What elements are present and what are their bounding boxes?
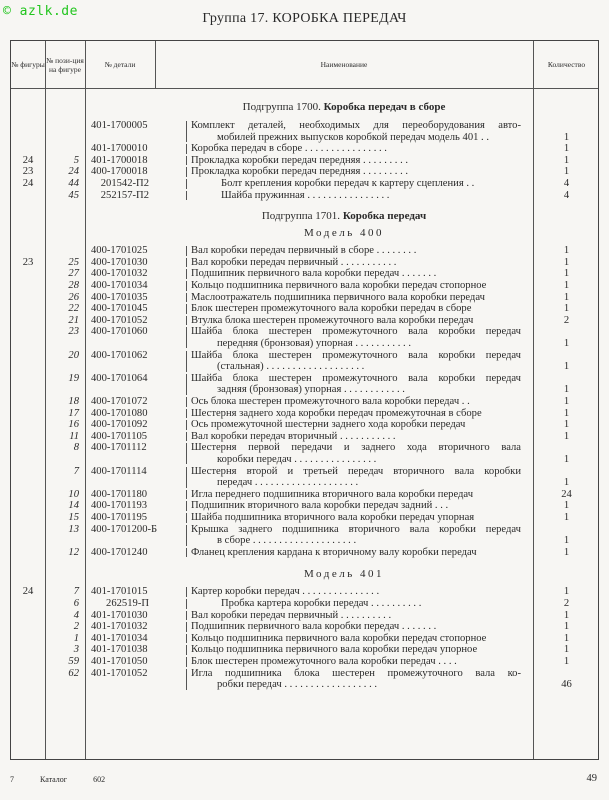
subgroup-number: Подгруппа 1701.	[261, 210, 341, 223]
table-row	[11, 644, 598, 656]
part-number: 401-1701015	[91, 586, 148, 598]
table-row	[11, 621, 598, 633]
row-separator	[186, 316, 187, 326]
part-number: 400-1701025	[91, 245, 148, 257]
position-number: 17	[68, 407, 79, 419]
position-number: 2	[73, 621, 79, 633]
part-name-line: Вал коробки передач первичный . . . . . . . . . . .	[191, 256, 397, 268]
quantity: 1	[563, 154, 570, 166]
quantity: 1	[563, 632, 570, 644]
quantity: 1	[563, 512, 570, 523]
row-separator	[186, 156, 187, 166]
row-separator	[186, 281, 187, 291]
quantity: 1	[563, 166, 570, 178]
row-separator	[186, 657, 187, 667]
table-row	[11, 245, 598, 257]
subgroup-title: Коробка передач в сборе	[323, 101, 446, 113]
part-number: 401-1701032	[91, 621, 148, 633]
part-name-line: Прокладка коробки передач передняя . . . . . . . . .	[191, 166, 409, 178]
part-name-line: Подшипник вторичного вала коробки передач задний . . .	[191, 500, 449, 512]
table-row	[11, 190, 598, 202]
part-number: 401-1701050	[91, 656, 148, 667]
position-number: 28	[68, 280, 79, 291]
position-number: 18	[68, 396, 79, 407]
position-number: 6	[73, 598, 79, 609]
model-heading	[155, 568, 533, 580]
quantity: 24	[561, 488, 572, 500]
row-separator	[186, 258, 187, 268]
part-name-line: Комплект деталей, необходимых для переоборудования авто-	[191, 120, 521, 131]
table-row	[11, 408, 598, 420]
part-name	[191, 190, 521, 202]
part-name	[191, 656, 521, 668]
part-name	[191, 644, 521, 656]
part-name-line: мобилей прежних выпусков коробкой передач модель 401 . .	[217, 131, 490, 143]
part-name-line: Болт крепления коробки передач к картеру сцепления . .	[221, 178, 475, 189]
part-name	[191, 315, 521, 327]
part-name-line: робки передач . . . . . . . . . . . . . . . . . .	[217, 679, 378, 691]
position-number: 22	[68, 303, 79, 315]
position-number: 59	[68, 656, 79, 667]
quantity: 1	[563, 609, 570, 621]
header-figure: № фигуры	[11, 60, 45, 69]
footer-sheet: 7	[10, 775, 14, 784]
part-number: 400-1701080	[91, 407, 148, 419]
row-separator	[186, 599, 187, 609]
parts-table	[10, 40, 599, 760]
row-separator	[186, 374, 187, 395]
row-separator	[186, 409, 187, 419]
footer-catalog-info	[10, 775, 129, 784]
part-number: 201542-П2	[100, 178, 149, 189]
part-name	[191, 489, 521, 501]
part-name-line: Ось блока шестерен промежуточного вала коробки передач . .	[191, 396, 470, 407]
part-name-line: Пробка картера коробки передач . . . . . . . . . .	[221, 598, 422, 609]
part-name	[191, 178, 521, 190]
page-title: Группа 17. КОРОБКА ПЕРЕДАЧ	[202, 11, 407, 26]
position-number: 12	[68, 546, 79, 558]
quantity: 1	[563, 396, 570, 407]
part-name-line: Втулка блока шестерен промежуточного вала коробки передач	[191, 314, 474, 326]
table-row	[11, 315, 598, 327]
subgroup-heading	[155, 210, 533, 222]
quantity: 1	[563, 337, 570, 349]
header-name: Наименование	[320, 60, 368, 69]
table-row	[11, 500, 598, 512]
page-number: 49	[586, 773, 597, 784]
model-label: Модель 400	[304, 227, 384, 240]
position-number: 44	[68, 178, 79, 189]
position-number: 8	[73, 442, 79, 454]
position-number: 7	[73, 465, 79, 477]
table-row	[11, 466, 598, 489]
quantity: 1	[563, 500, 570, 512]
part-name	[191, 143, 521, 155]
watermark: © azlk.de	[3, 4, 78, 19]
part-number: 400-1701030	[91, 256, 148, 268]
row-separator	[186, 351, 187, 372]
part-name-line: Шайба блока шестерен промежуточного вала коробки передач	[191, 326, 521, 338]
part-number: 401-1700018	[91, 154, 148, 166]
position-number: 27	[68, 268, 79, 280]
position-number: 19	[68, 372, 79, 384]
part-name	[191, 268, 521, 280]
figure-number: 23	[22, 256, 34, 268]
part-number: 400-1701062	[91, 349, 148, 361]
part-name-line: Подшипник первичного вала коробки передач . . . . . . .	[191, 621, 437, 633]
quantity: 1	[563, 656, 570, 667]
row-separator	[186, 622, 187, 632]
row-separator	[186, 501, 187, 511]
table-row	[11, 442, 598, 465]
table-row	[11, 633, 598, 645]
part-number: 400-1701180	[91, 488, 148, 500]
row-separator	[186, 490, 187, 500]
position-number: 10	[68, 488, 79, 500]
part-name-line: Вал коробки передач первичный . . . . . . . . . .	[191, 609, 392, 621]
part-name-line: (стальная) . . . . . . . . . . . . . . . . . . .	[217, 361, 365, 373]
part-name-line: Прокладка коробки передач передняя . . . . . . . . .	[191, 154, 409, 166]
position-number: 4	[73, 609, 79, 621]
part-number: 401-1701030	[91, 609, 148, 621]
part-number: 400-1701032	[91, 268, 148, 280]
part-name-line: Маслоотражатель подшипника первичного вала коробки передач	[191, 291, 485, 303]
part-name	[191, 586, 521, 598]
table-row	[11, 419, 598, 431]
part-number: 400-1700018	[91, 166, 148, 178]
position-number: 11	[69, 430, 79, 442]
position-number: 7	[73, 586, 79, 598]
quantity: 4	[563, 189, 570, 201]
part-name-line: Игла переднего подшипника вторичного вала коробки передач	[191, 488, 474, 500]
part-name	[191, 373, 521, 396]
table-row	[11, 166, 598, 178]
table-row	[11, 292, 598, 304]
quantity: 1	[563, 245, 570, 257]
part-name-line: Шайба блока шестерен промежуточного вала коробки передач	[191, 372, 521, 384]
table-row	[11, 326, 598, 349]
part-name	[191, 431, 521, 443]
row-separator	[186, 327, 187, 348]
part-name-line: коробки передач . . . . . . . . . . . . . . . .	[217, 453, 377, 465]
part-name-line: Шайба пружинная . . . . . . . . . . . . . . . .	[221, 189, 390, 201]
part-name	[191, 547, 521, 559]
quantity: 1	[563, 131, 570, 143]
part-name-line: Блок шестерен промежуточного вала коробки передач в сборе	[191, 303, 472, 315]
part-number: 400-1701193	[91, 500, 148, 512]
part-name-line: Шестерня заднего хода коробки передач промежуточная в сборе	[191, 407, 482, 419]
part-name-line: Подшипник первичного вала коробки передач . . . . . . .	[191, 268, 437, 280]
row-separator	[186, 179, 187, 189]
table-row	[11, 120, 598, 143]
header-part-number: № детали	[104, 60, 136, 69]
part-name	[191, 512, 521, 524]
table-row	[11, 524, 598, 547]
row-separator	[186, 587, 187, 597]
position-number: 15	[68, 512, 79, 523]
table-row	[11, 350, 598, 373]
quantity: 1	[563, 644, 570, 656]
subgroup-title: Коробка передач	[342, 210, 427, 223]
row-separator	[186, 144, 187, 154]
part-name	[191, 419, 521, 431]
header-divider	[11, 88, 598, 89]
table-row	[11, 396, 598, 408]
part-number: 400-1701195	[91, 512, 148, 523]
position-number: 24	[68, 166, 79, 178]
quantity: 1	[563, 419, 570, 431]
part-name	[191, 621, 521, 633]
part-name	[191, 633, 521, 645]
row-separator	[186, 443, 187, 464]
part-name	[191, 408, 521, 420]
footer-code: 602	[93, 775, 106, 784]
part-number: 252157-П2	[100, 189, 149, 201]
part-name	[191, 500, 521, 512]
subgroup-number: Подгруппа 1700.	[242, 101, 321, 113]
part-name-line: Картер коробки передач . . . . . . . . . . . . . . .	[191, 586, 380, 598]
part-name	[191, 442, 521, 465]
table-row	[11, 268, 598, 280]
part-number: 401-1701038	[91, 644, 148, 656]
part-name-line: Игла подшипника блока шестерен промежуточного вала ко-	[191, 667, 521, 679]
row-separator	[186, 611, 187, 621]
quantity: 1	[563, 430, 570, 442]
position-number: 14	[68, 500, 79, 512]
part-name	[191, 326, 521, 349]
part-number: 400-1701034	[91, 280, 148, 291]
part-name	[191, 166, 521, 178]
position-number: 62	[68, 667, 79, 679]
table-row	[11, 547, 598, 559]
table-row	[11, 512, 598, 524]
position-number: 25	[68, 256, 79, 268]
position-number: 20	[68, 349, 79, 361]
figure-number: 24	[22, 154, 34, 166]
part-name	[191, 292, 521, 304]
row-separator	[186, 467, 187, 488]
quantity: 1	[563, 303, 570, 315]
part-number: 400-1701114	[91, 465, 147, 477]
part-name-line: передняя (бронзовая) упорная . . . . . . . . . . .	[217, 337, 411, 349]
table-row	[11, 303, 598, 315]
part-number: 400-1701092	[91, 419, 148, 431]
part-name-line: Коробка передач в сборе . . . . . . . . . . . . . . . .	[191, 143, 387, 155]
part-name	[191, 280, 521, 292]
quantity: 1	[563, 256, 570, 268]
part-name	[191, 396, 521, 408]
quantity: 1	[563, 407, 570, 419]
part-number: 400-1701072	[91, 396, 148, 407]
quantity: 1	[563, 384, 570, 396]
position-number: 21	[68, 314, 79, 326]
table-row	[11, 656, 598, 668]
quantity: 1	[563, 361, 570, 373]
figure-number: 23	[22, 166, 34, 178]
quantity: 1	[563, 280, 570, 291]
part-name-line: Шайба подшипника вторичного вала коробки передач упорная	[191, 512, 475, 523]
row-separator	[186, 293, 187, 303]
part-name-line: Шестерня первой передачи и заднего хода вторичного вала	[191, 442, 521, 454]
position-number: 23	[68, 326, 79, 338]
position-number: 26	[68, 291, 79, 303]
model-heading	[155, 227, 533, 239]
quantity: 1	[563, 621, 570, 633]
position-number: 13	[68, 523, 79, 535]
footer-catalog: Каталог	[40, 775, 68, 784]
header-position: № пози-ция на фигуре	[46, 55, 84, 74]
part-number: 401-1700010	[91, 143, 148, 155]
quantity: 2	[563, 314, 570, 326]
part-name-line: Блок шестерен промежуточного вала коробки передач . . . .	[191, 656, 457, 667]
row-separator	[186, 645, 187, 655]
quantity: 46	[561, 679, 572, 691]
position-number: 45	[68, 189, 79, 201]
quantity: 1	[563, 535, 570, 547]
part-name-line: Вал коробки передач первичный в сборе . . . . . . . .	[191, 245, 417, 257]
part-number: 400-1701200-Б	[91, 523, 158, 535]
part-name-line: в сборе . . . . . . . . . . . . . . . . . . . .	[217, 535, 357, 547]
part-number: 400-1701052	[91, 314, 148, 326]
figure-number: 24	[22, 586, 34, 598]
part-name-line: Крышка заднего подшипника вторичного вала коробки передач	[191, 523, 521, 535]
part-name	[191, 245, 521, 257]
row-separator	[186, 121, 187, 142]
quantity: 1	[563, 291, 570, 303]
quantity: 1	[563, 477, 570, 489]
part-name-line: задняя (бронзовая) упорная . . . . . . . . . . . .	[217, 384, 405, 396]
part-name	[191, 155, 521, 167]
row-separator	[186, 246, 187, 256]
subgroup-heading	[155, 101, 533, 113]
row-separator	[186, 397, 187, 407]
table-row	[11, 431, 598, 443]
part-name-line: Фланец крепления кардана к вторичному валу коробки передач	[191, 546, 477, 558]
row-separator	[186, 513, 187, 523]
row-separator	[186, 420, 187, 430]
part-number: 400-1701045	[91, 303, 148, 315]
table-row	[11, 610, 598, 622]
row-separator	[186, 525, 187, 546]
part-name	[191, 668, 521, 691]
row-separator	[186, 304, 187, 314]
part-name-line: Вал коробки передач вторичный . . . . . . . . . . .	[191, 430, 396, 442]
table-row	[11, 257, 598, 269]
row-separator	[186, 167, 187, 177]
part-name-line: Кольцо подшипника первичного вала коробки передач стопорное	[191, 632, 487, 644]
part-number: 262519-П	[106, 598, 149, 609]
position-number: 1	[73, 632, 79, 644]
table-row	[11, 598, 598, 610]
row-separator	[186, 669, 187, 690]
quantity: 1	[563, 546, 570, 558]
part-number: 401-1701034	[91, 632, 148, 644]
table-row	[11, 178, 598, 190]
row-separator	[186, 191, 187, 201]
part-name	[191, 303, 521, 315]
model-label: Модель 401	[304, 568, 384, 581]
quantity: 2	[563, 598, 570, 609]
part-name	[191, 350, 521, 373]
row-separator	[186, 432, 187, 442]
quantity: 1	[563, 268, 570, 280]
part-number: 401-1701052	[91, 667, 148, 679]
part-name-line: Ось промежуточной шестерни заднего хода коробки передач	[191, 419, 466, 431]
figure-number: 24	[22, 178, 34, 189]
quantity: 4	[563, 178, 570, 189]
position-number: 16	[68, 419, 79, 431]
part-number: 400-1701064	[91, 372, 148, 384]
part-name	[191, 598, 521, 610]
table-row	[11, 668, 598, 691]
position-number: 3	[73, 644, 79, 656]
part-number: 400-1701112	[91, 442, 147, 454]
part-number: 400-1701060	[91, 326, 148, 338]
part-name-line: Шестерня второй и третьей передач вторичного вала коробки	[191, 465, 521, 477]
quantity: 1	[563, 143, 570, 155]
part-number: 400-1701035	[91, 291, 148, 303]
part-name	[191, 610, 521, 622]
table-row	[11, 143, 598, 155]
part-name-line: Кольцо подшипника первичного вала коробки передач стопорное	[191, 280, 487, 291]
part-name-line: Кольцо подшипника первичного вала коробки передач упорное	[191, 644, 478, 656]
table-row	[11, 155, 598, 167]
table-row	[11, 489, 598, 501]
part-name	[191, 257, 521, 269]
table-row	[11, 373, 598, 396]
part-number: 401-1700005	[91, 120, 148, 131]
table-row	[11, 586, 598, 598]
part-name-line: передач . . . . . . . . . . . . . . . . . . . .	[217, 477, 359, 489]
part-name	[191, 524, 521, 547]
part-name	[191, 466, 521, 489]
table-row	[11, 280, 598, 292]
row-separator	[186, 548, 187, 558]
part-name	[191, 120, 521, 143]
part-number: 400-1701105	[91, 430, 148, 442]
header-quantity: Количество	[547, 60, 586, 69]
quantity: 1	[563, 453, 570, 465]
quantity: 1	[563, 586, 570, 598]
row-separator	[186, 634, 187, 644]
position-number: 5	[73, 154, 79, 166]
row-separator	[186, 269, 187, 279]
part-number: 400-1701240	[91, 546, 148, 558]
part-name-line: Шайба блока шестерен промежуточного вала коробки передач	[191, 349, 521, 361]
